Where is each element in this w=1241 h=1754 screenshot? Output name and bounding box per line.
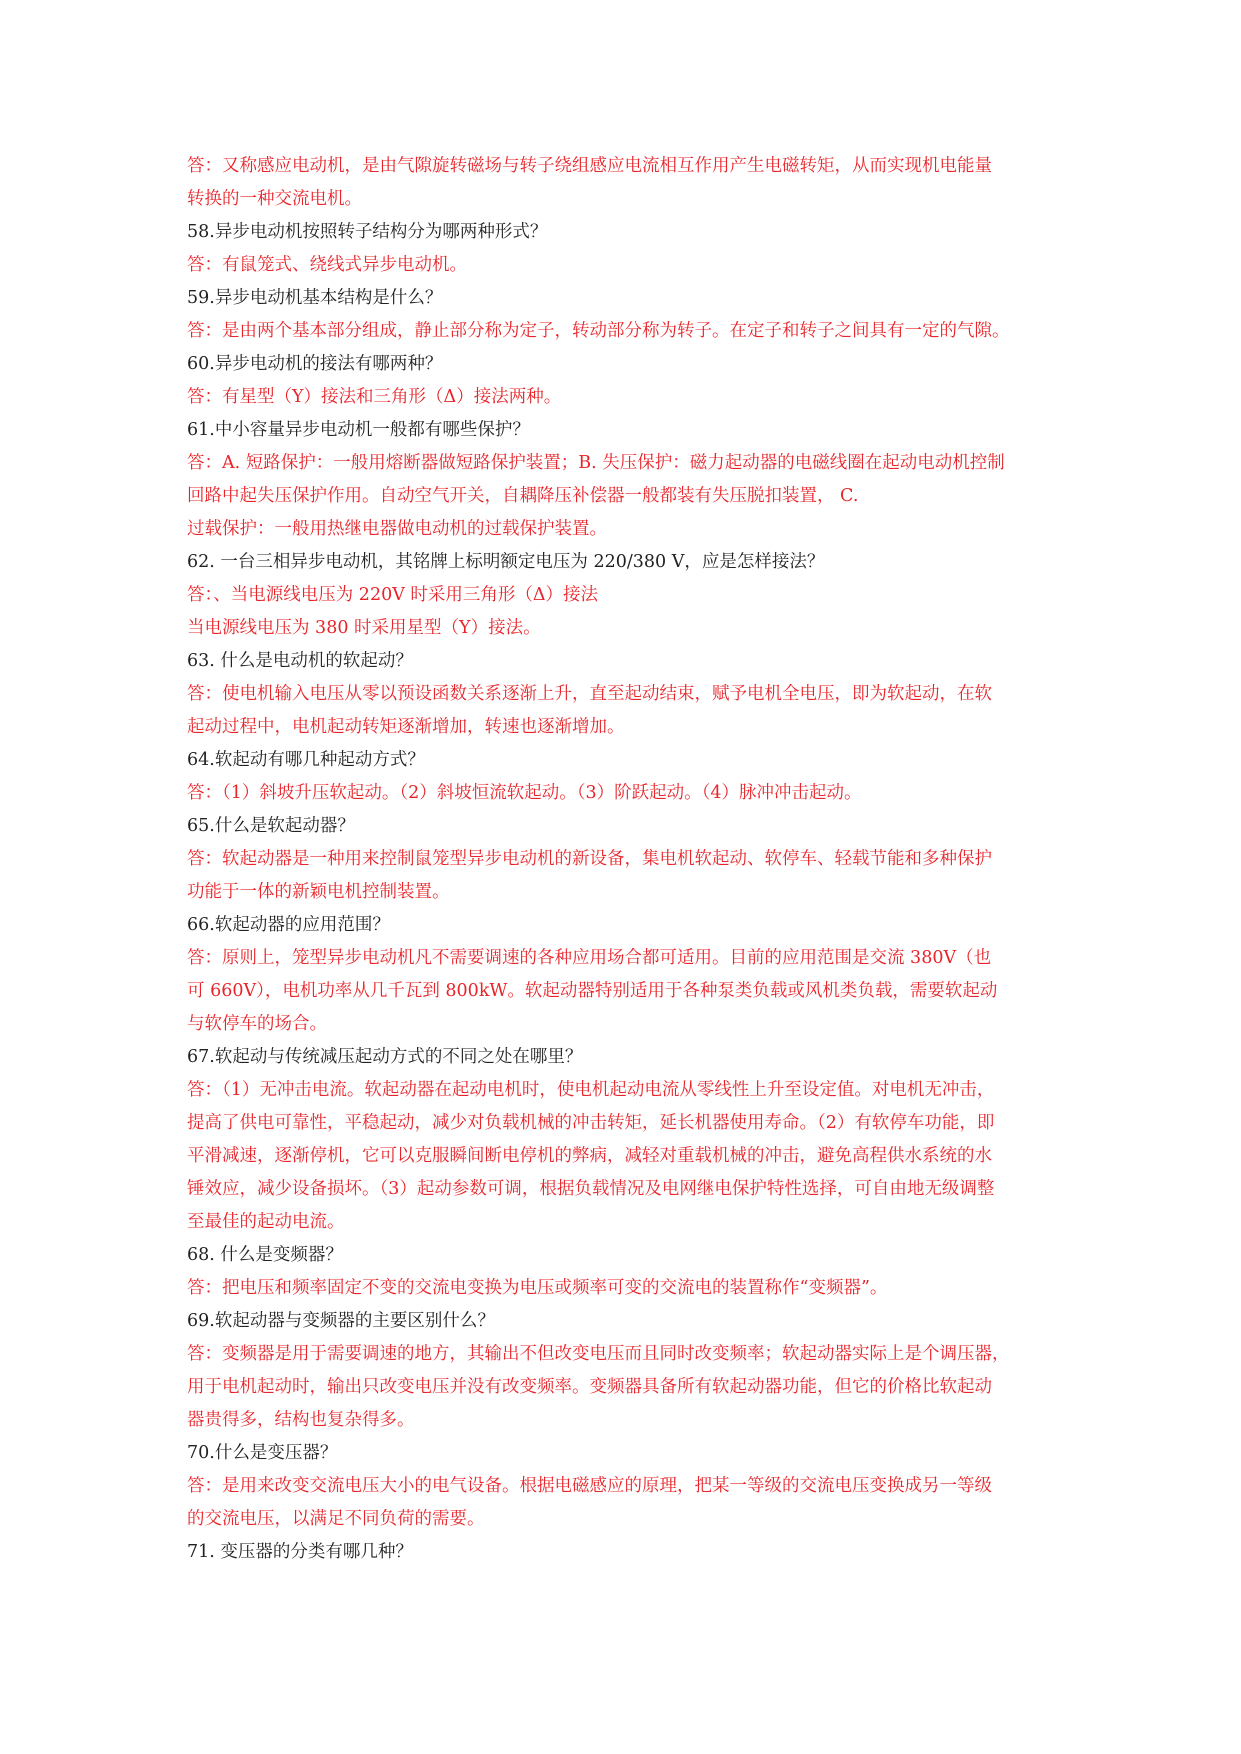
question-line: 69.软起动器与变频器的主要区别什么？ bbox=[187, 1311, 495, 1331]
answer-line: 答：是由两个基本部分组成，静止部分称为定子，转动部分称为转子。在定子和转子之间具有一定的气隙。 bbox=[187, 321, 1010, 341]
question-line: 59.异步电动机基本结构是什么？ bbox=[187, 288, 443, 308]
answer-line: 用于电机起动时，输出只改变电压并没有改变频率。变频器具备所有软起动器功能，但它的价格比软起动 bbox=[187, 1377, 992, 1397]
answer-line: 答：是用来改变交流电压大小的电气设备。根据电磁感应的原理，把某一等级的交流电压变换成另一等级 bbox=[187, 1476, 992, 1496]
question-line: 71. 变压器的分类有哪几种？ bbox=[187, 1542, 413, 1562]
answer-line: 起动过程中，电机起动转矩逐渐增加，转速也逐渐增加。 bbox=[187, 717, 625, 737]
answer-line: 器贵得多，结构也复杂得多。 bbox=[187, 1410, 415, 1430]
answer-line: 至最佳的起动电流。 bbox=[187, 1212, 345, 1232]
answer-line: 答：、当电源线电压为 220V 时采用三角形（Δ）接法 bbox=[187, 585, 599, 605]
answer-line: 答：（1）无冲击电流。软起动器在起动电机时，使电机起动电流从零线性上升至设定值。对电机无冲击， bbox=[187, 1080, 995, 1100]
answer-line: 答：又称感应电动机，是由气隙旋转磁场与转子绕组感应电流相互作用产生电磁转矩，从而实现机电能量 bbox=[187, 156, 992, 176]
answer-line: 答：变频器是用于需要调速的地方，其输出不但改变电压而且同时改变频率；软起动器实际上是个调压器， bbox=[187, 1344, 1010, 1364]
question-line: 65.什么是软起动器？ bbox=[187, 816, 355, 836]
question-line: 67.软起动与传统减压起动方式的不同之处在哪里？ bbox=[187, 1047, 583, 1067]
answer-line: 转换的一种交流电机。 bbox=[187, 189, 362, 209]
answer-line: 可 660V），电机功率从几千瓦到 800kW。软起动器特别适用于各种泵类负载或风机类负载，需要软起动 bbox=[187, 981, 998, 1001]
answer-line: 答：使电机输入电压从零以预设函数关系逐渐上升，直至起动结束，赋予电机全电压，即为软起动，在软 bbox=[187, 684, 992, 704]
question-line: 64.软起动有哪几种起动方式？ bbox=[187, 750, 425, 770]
answer-line: 与软停车的场合。 bbox=[187, 1014, 327, 1034]
answer-line: 答：A. 短路保护：一般用熔断器做短路保护装置；B. 失压保护：磁力起动器的电磁线圈在起动电动机控制 bbox=[187, 453, 1005, 473]
document-page bbox=[187, 150, 1057, 1569]
question-line: 58.异步电动机按照转子结构分为哪两种形式？ bbox=[187, 222, 548, 242]
answer-line: 的交流电压，以满足不同负荷的需要。 bbox=[187, 1509, 485, 1529]
answer-line: 平滑减速，逐渐停机，它可以克服瞬间断电停机的弊病，减轻对重载机械的冲击，避免高程供水系统的水 bbox=[187, 1146, 992, 1166]
question-line: 61.中小容量异步电动机一般都有哪些保护？ bbox=[187, 420, 530, 440]
answer-line: 功能于一体的新颖电机控制装置。 bbox=[187, 882, 450, 902]
answer-line: 锤效应，减少设备损坏。（3）起动参数可调，根据负载情况及电网继电保护特性选择，可自由地无级调整 bbox=[187, 1179, 995, 1199]
answer-line: 答：把电压和频率固定不变的交流电变换为电压或频率可变的交流电的装置称作“变频器”。 bbox=[187, 1278, 888, 1298]
question-line: 70.什么是变压器？ bbox=[187, 1443, 338, 1463]
question-line: 63. 什么是电动机的软起动？ bbox=[187, 651, 413, 671]
answer-line: 答：软起动器是一种用来控制鼠笼型异步电动机的新设备，集电机软起动、软停车、轻载节能和多种保护 bbox=[187, 849, 992, 869]
answer-line: 答：有星型（Y）接法和三角形（Δ）接法两种。 bbox=[187, 387, 562, 407]
answer-line: 答：有鼠笼式、绕线式异步电动机。 bbox=[187, 255, 467, 275]
answer-line: 答：原则上，笼型异步电动机凡不需要调速的各种应用场合都可适用。目前的应用范围是交流 380V（也 bbox=[187, 948, 992, 968]
question-line: 66.软起动器的应用范围？ bbox=[187, 915, 390, 935]
question-line: 68. 什么是变频器？ bbox=[187, 1245, 343, 1265]
answer-line: 回路中起失压保护作用。自动空气开关，自耦降压补偿器一般都装有失压脱扣装置， C. bbox=[187, 486, 859, 506]
answer-line: 答：（1）斜坡升压软起动。（2）斜坡恒流软起动。（3）阶跃起动。（4）脉冲冲击起动。 bbox=[187, 783, 862, 803]
answer-line: 提高了供电可靠性，平稳起动，减少对负载机械的冲击转矩，延长机器使用寿命。（2）有软停车功能，即 bbox=[187, 1113, 995, 1133]
question-line: 60.异步电动机的接法有哪两种？ bbox=[187, 354, 443, 374]
answer-line: 过载保护：一般用热继电器做电动机的过载保护装置。 bbox=[187, 519, 607, 539]
question-line: 62. 一台三相异步电动机，其铭牌上标明额定电压为 220/380 V，应是怎样接法？ bbox=[187, 552, 825, 572]
answer-line: 当电源线电压为 380 时采用星型（Y）接法。 bbox=[187, 618, 541, 638]
